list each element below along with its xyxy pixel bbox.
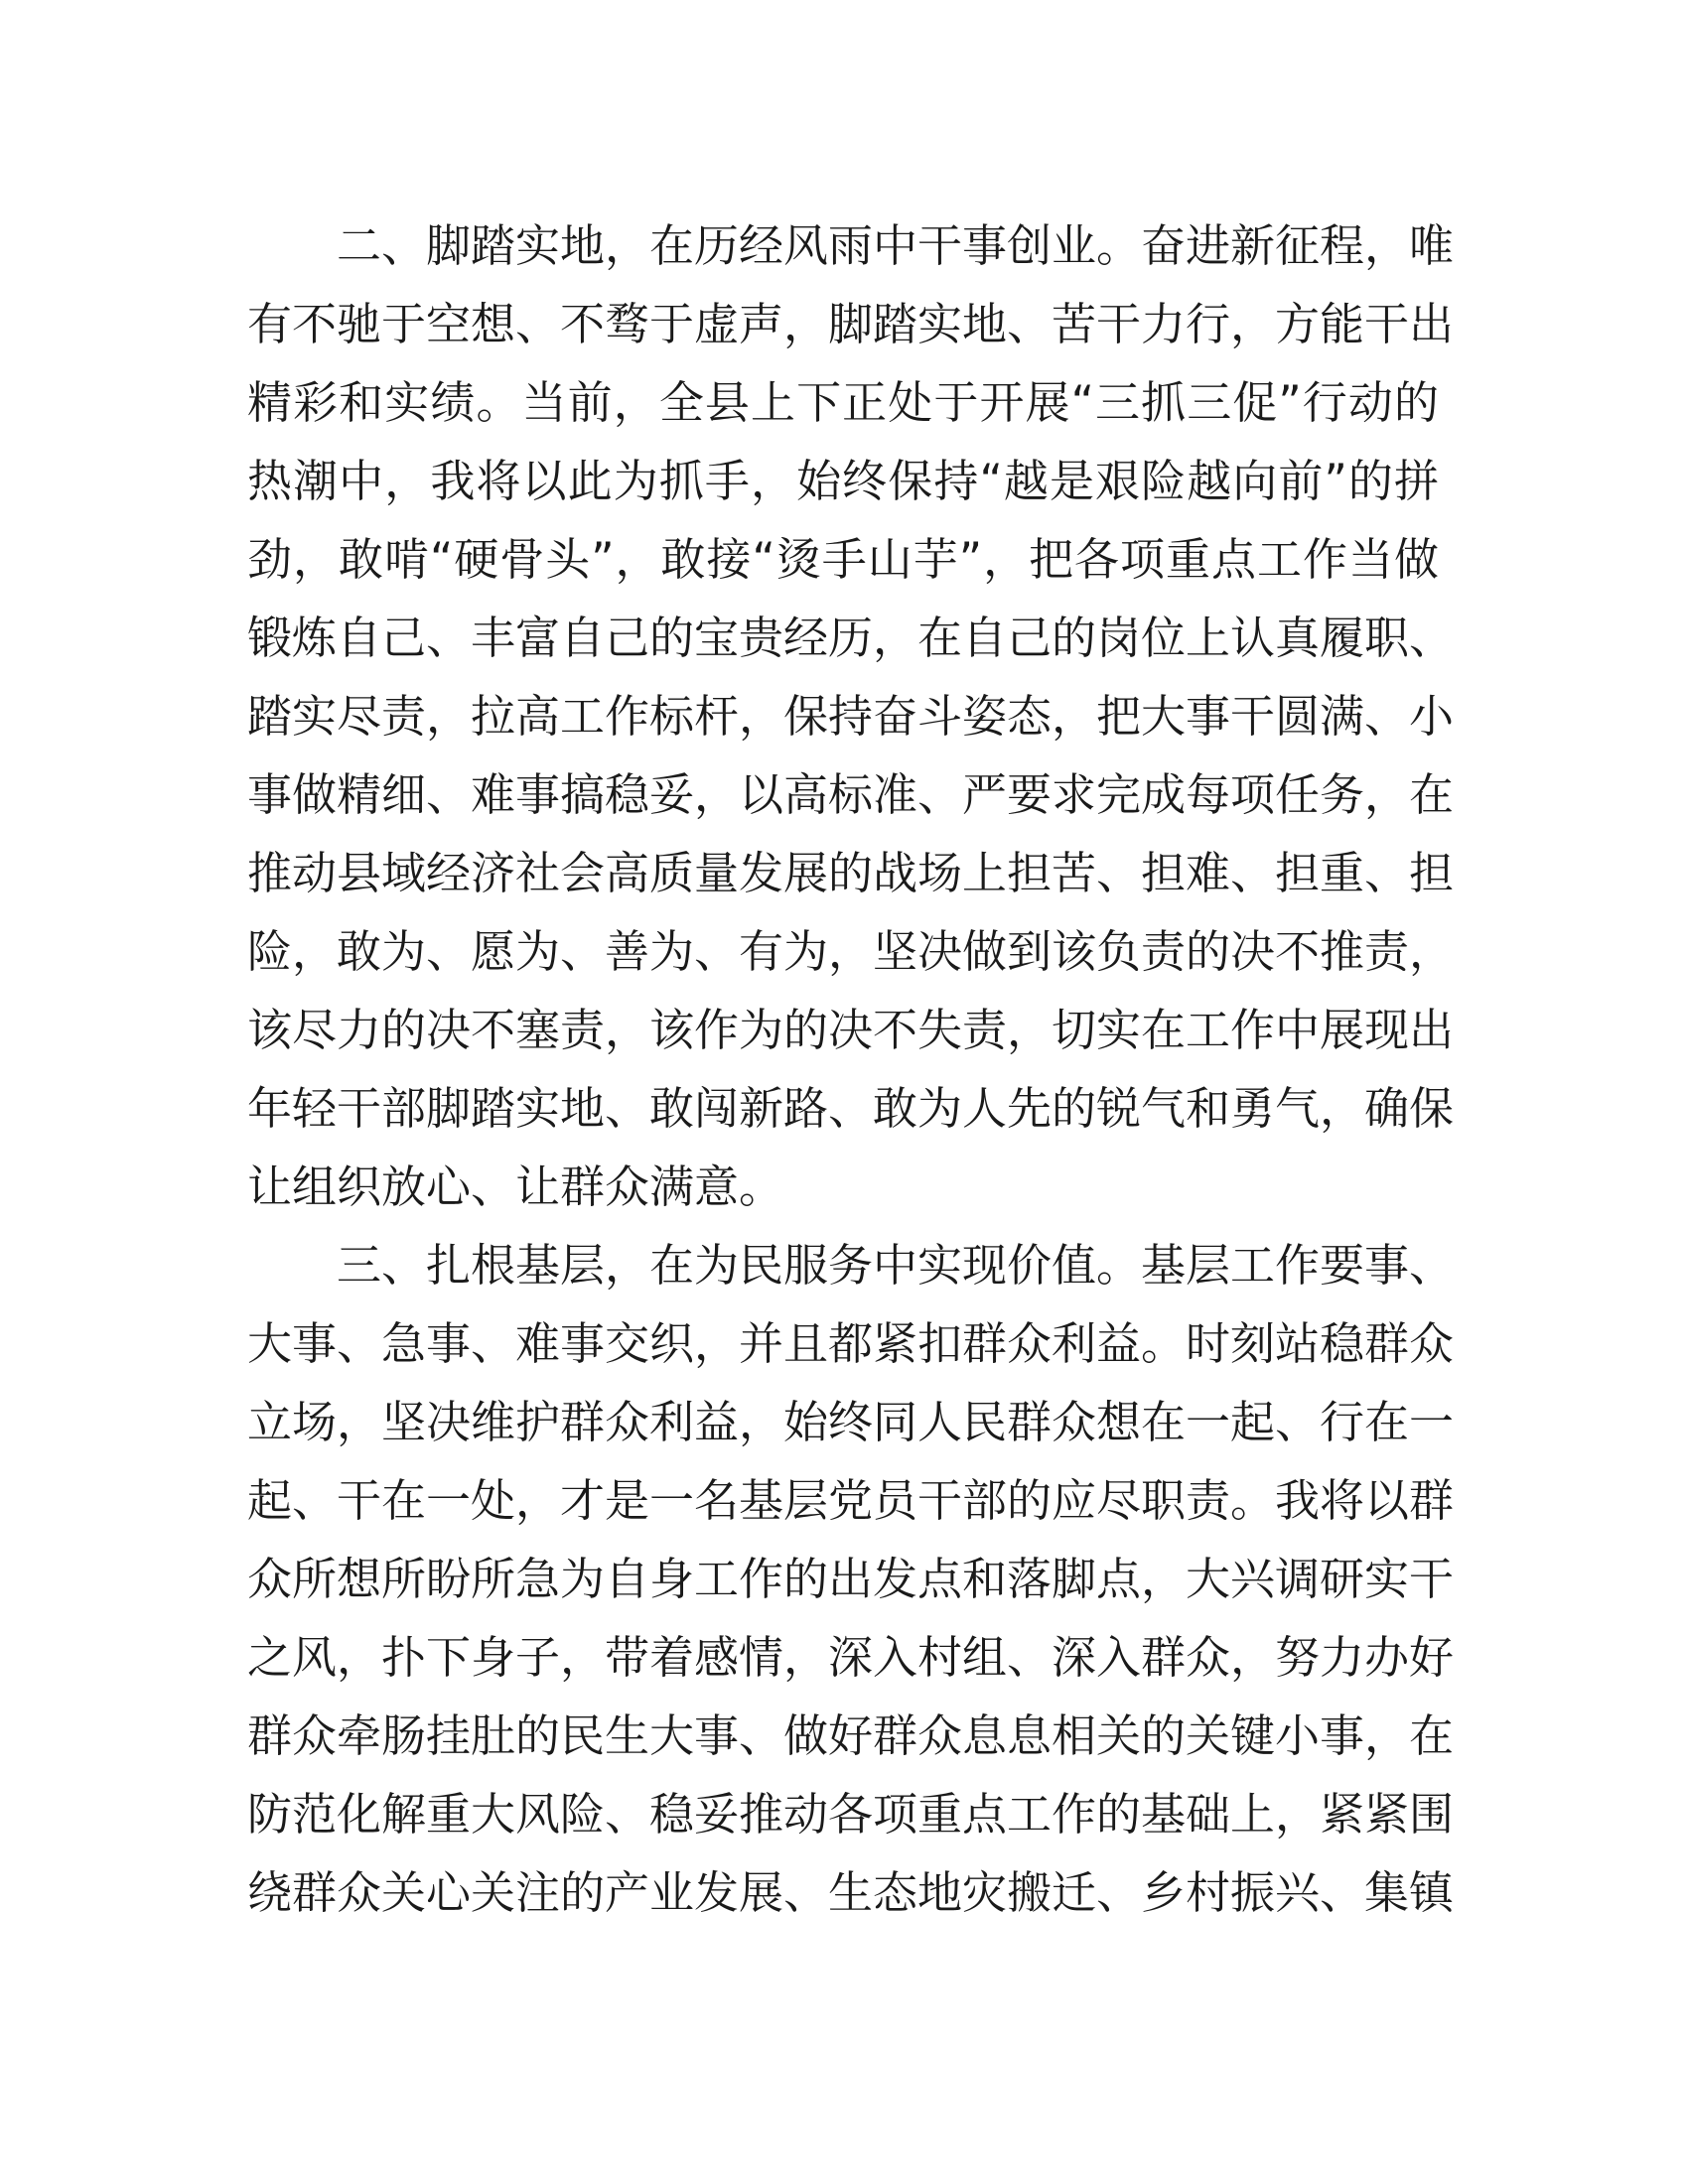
text-line: 起、干在一处，才是一名基层党员干部的应尽职责。我将以群 <box>247 1474 1455 1527</box>
text-line: 精彩和实绩。当前，全县上下正处于开展“三抓三促”行动的 <box>247 376 1439 429</box>
text-line: 险，敢为、愿为、善为、有为，坚决做到该负责的决不推责， <box>247 925 1455 978</box>
text-line: 年轻干部脚踏实地、敢闯新路、敢为人先的锐气和勇气，确保 <box>247 1082 1455 1135</box>
text-line: 群众牵肠挂肚的民生大事、做好群众息息相关的关键小事，在 <box>247 1709 1455 1762</box>
paragraph-2 <box>247 206 1455 1226</box>
text-line: 众所想所盼所急为自身工作的出发点和落脚点，大兴调研实干 <box>247 1553 1455 1605</box>
text-line: 二、脚踏实地，在历经风雨中干事创业。奋进新征程，唯 <box>337 219 1455 272</box>
text-line: 劲，敢啃“硬骨头”，敢接“烫手山芋”，把各项重点工作当做 <box>247 533 1439 586</box>
text-line: 大事、急事、难事交织，并且都紧扣群众利益。时刻站稳群众 <box>247 1317 1455 1370</box>
paragraph-3 <box>247 1226 1455 1932</box>
text-line: 推动县域经济社会高质量发展的战场上担苦、担难、担重、担 <box>247 847 1455 899</box>
text-line: 三、扎根基层，在为民服务中实现价值。基层工作要事、 <box>337 1239 1455 1292</box>
text-line: 让组织放心、让群众满意。 <box>247 1160 784 1213</box>
document-body <box>247 206 1455 1932</box>
text-line: 事做精细、难事搞稳妥，以高标准、严要求完成每项任务，在 <box>247 768 1455 821</box>
text-line: 绕群众关心关注的产业发展、生态地灾搬迁、乡村振兴、集镇 <box>247 1866 1455 1919</box>
text-line: 该尽力的决不塞责，该作为的决不失责，切实在工作中展现出 <box>247 1004 1455 1056</box>
text-line: 热潮中，我将以此为抓手，始终保持“越是艰险越向前”的拼 <box>247 455 1439 507</box>
text-line: 有不驰于空想、不骛于虚声，脚踏实地、苦干力行，方能干出 <box>247 298 1455 350</box>
text-line: 防范化解重大风险、稳妥推动各项重点工作的基础上，紧紧围 <box>247 1788 1455 1841</box>
text-line: 之风，扑下身子，带着感情，深入村组、深入群众，努力办好 <box>247 1631 1455 1684</box>
text-line: 踏实尽责，拉高工作标杆，保持奋斗姿态，把大事干圆满、小 <box>247 690 1455 743</box>
text-line: 锻炼自己、丰富自己的宝贵经历，在自己的岗位上认真履职、 <box>247 612 1455 664</box>
text-line: 立场，坚决维护群众利益，始终同人民群众想在一起、行在一 <box>247 1396 1455 1448</box>
